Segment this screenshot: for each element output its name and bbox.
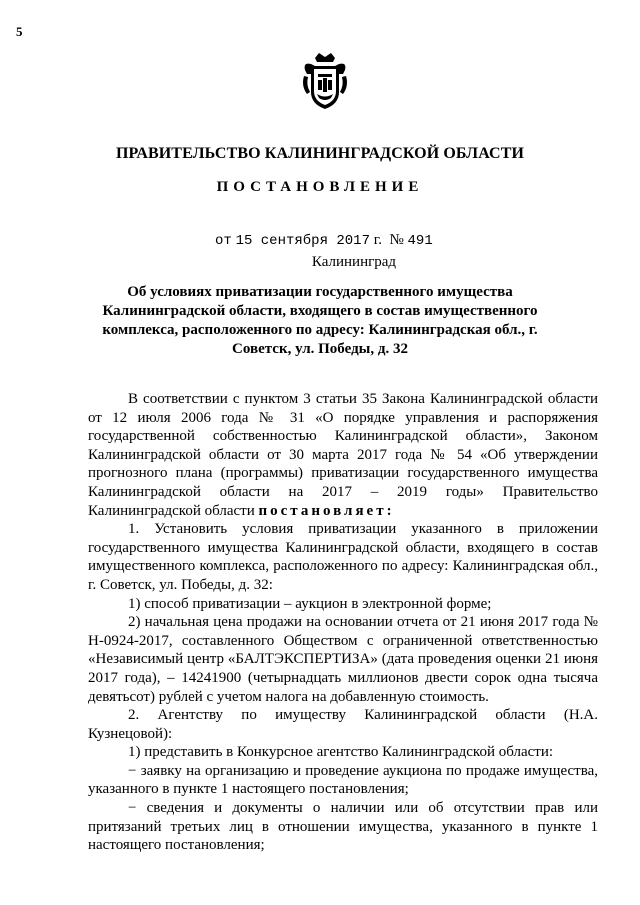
paragraph-2-1: 1) представить в Конкурсное агентство Калининградской области:: [128, 744, 554, 761]
year-suffix: г.: [373, 232, 382, 248]
paragraph-1: 1. Установить условия приватизации указанного в приложении государственного имущества Калининградской области, входящего в состав имущественного комплекса, расположенного по адресу: Калининградская обл., г. Советск, ул. Победы, д. 32:: [88, 521, 598, 593]
paragraph-2-1-b: − сведения и документы о наличии или об отсутствии прав или притязаний третьих лиц в отношении имущества, указанного в пункте 1 настоящего постановления;: [88, 800, 598, 854]
document-title: Об условиях приватизации государственного имущества Калининградской области, входящего в состав имущественного комплекса, расположенного по адресу: Калининградская обл., г. Советск, ул. Победы, д. 32: [102, 284, 538, 357]
paragraph-2: 2. Агентству по имуществу Калининградской области (Н.А. Кузнецовой):: [88, 707, 598, 742]
decree-number: 491: [407, 233, 433, 249]
paragraph-1-1: 1) способ приватизации – аукцион в электронной форме;: [128, 595, 492, 612]
preamble-text: В соответствии с пунктом 3 статьи 35 Закона Калининградской области от 12 июля 2006 года № 31 «О порядке управления и распоряжения государственной собственностью Калининградской области», Законом Калининградской области от 30 марта 2017 года № 54 «Об утверждении прогнозного плана (программы) приватизации государственного имущества Калининградской области на 2017 – 2019 годы» Правительство Калининградской области: [88, 391, 598, 519]
date-prefix: от: [215, 233, 232, 249]
coat-of-arms-icon: [301, 52, 349, 110]
document-body: [88, 390, 598, 855]
resolves-word: постановляет:: [258, 502, 395, 519]
city: Калининград: [311, 254, 397, 270]
corner-mark: 5: [16, 24, 23, 39]
date-line: [215, 232, 433, 249]
number-label: №: [389, 232, 404, 248]
paragraph-2-1-a: − заявку на организацию и проведение аукциона по продаже имущества, указанного в пункте 1 настоящего постановления;: [88, 762, 598, 798]
paragraph-1-2: 2) начальная цена продажи на основании отчета от 21 июня 2017 года № Н-0924-2017, составленного Обществом с ограниченной ответственностью «Независимый центр «БАЛТЭКСПЕРТИЗА» (дата проведения оценки 21 июня 2017 года), – 14241900 (четырнадцать миллионов двести сорок одна тысяча девятьсот) рублей с учетом налога на добавленную стоимость.: [88, 614, 598, 705]
decree-date: 15 сентября 2017: [235, 233, 370, 249]
preamble-paragraph: [88, 390, 598, 520]
government-name: ПРАВИТЕЛЬСТВО КАЛИНИНГРАДСКОЙ ОБЛАСТИ: [115, 145, 525, 162]
document-type: ПОСТАНОВЛЕНИЕ: [216, 179, 424, 195]
